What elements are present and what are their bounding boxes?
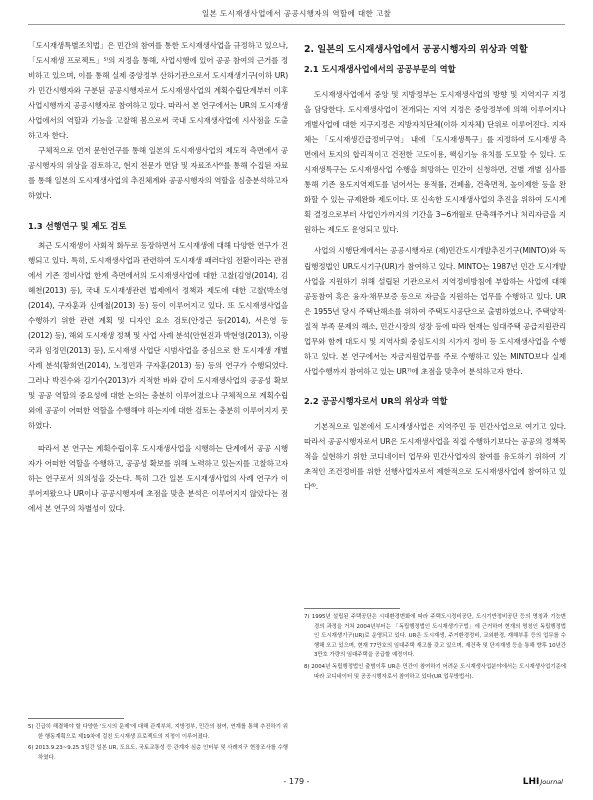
left-column <box>28 38 288 516</box>
journal-logo <box>523 777 563 787</box>
footnote-8: 8) 2004년 독립행정법인 출범이후 UR은 민간이 참여하기 어려운 도시재생사업분야에서는 도시재생사업기준에 따라 코디네이터 및 공공시행자로서 참여하고 있다(UR 업무방법서). <box>304 663 566 680</box>
body-paragraph: 기본적으로 일본에서 도시재생사업은 지역주민 등 민간사업으로 여기고 있다. 따라서 공공시행자로서 UR은 도시재생사업을 직접 수행하기보다는 공공의 정책목적을 실현하기 위한 코디네이터 업무와 민간사업자의 참여를 유도하기 위하여 기초적인 조건정비를 위한 선행사업자로서 제한적으로 도시재생사업에 참여하고 있다⁸⁾. <box>304 421 566 492</box>
intro-paragraph: 「도시재생특별조치법」은 민간의 참여를 통한 도시재생사업을 규정하고 있으나, 「도시재생 프로젝트」⁵⁾의 지정을 통해, 사업시행에 있어 공공 참여의 근거를 정비하고 있으며, 이를 통해 실제 중앙정부 산하기관으로서 도시재생기구(이하 UR)가 민간시행자와 구분된 공공시행자로서 도시재생사업의 계획수립단계부터 이후 사업시행까지 공공시행자로 참여하고 있다. 따라서 본 연구에서는 UR의 도시재생사업에서의 역할과 기능을 고찰해 봄으로써 국내 도시재생사업에 시사점을 도출하고자 한다. <box>28 41 288 141</box>
footnote-7: 7) 1995년 설립된 주택공단은 시대환경변화에 따라 주택도시정비공단, 도시기반정비공단 등의 명칭과 기능변경의 과정을 거쳐 2004년부터는 「독립행정법인 도시재생기구법」에 근거하여 현재의 명칭인 독립행정법인 도시재생기구(UR)로 운영되고 있다. UR은 도시재생, 주거환경정비, 교외환경, 재해부흥 등의 업무를 수행해 오고 있으며, 현재 77만호의 임대주택 재고를 갖고 있으며, 재건축 및 단지재생 등을 통해 향후 10년간 3만호 가량의 임대주택을 공급할 예정이다. <box>304 614 566 659</box>
running-head: 일본 도시재생사업에서 공공시행자의 역할에 대한 고찰 <box>201 9 392 18</box>
brand-main: LHI <box>522 777 540 787</box>
header-rule <box>28 24 565 25</box>
section-heading-1-3: 1.3 선행연구 및 제도 검토 <box>28 220 127 231</box>
body-paragraph: 따라서 본 연구는 계획수립이후 도시재생사업을 시행하는 단계에서 공공 시행자가 어떠한 역할을 수행하고, 공공성 확보를 위해 노력하고 있는지를 고찰하고자 하는 연구로서 의의성을 갖는다. 특히 그간 일본 도시재생사업의 사례 연구가 이루어져왔으나 UR이나 공공시행자에 초점을 맞춘 분석은 이루어지지 않았다는 점에서 본 연구의 차별성이 있다. <box>28 444 288 514</box>
left-footnotes <box>28 718 288 765</box>
spacer <box>28 433 288 441</box>
subsection-heading-2-1: 2.1 도시재생사업에서의 공공부문의 역할 <box>304 64 456 74</box>
right-column <box>304 38 566 494</box>
right-footnotes <box>304 608 566 684</box>
subsection-heading-2-2: 2.2 공공시행자로서 UR의 위상과 역할 <box>304 395 448 406</box>
body-paragraph: 최근 도시재생이 사회적 화두로 등장하면서 도시재생에 대해 다양한 연구가 진행되고 있다. 특히, 도시재생사업과 관련하여 도시재생 패러다임 전환이라는 관점에서 기존 정비사업 한계 측면에서의 도시재생사업에 대한 고찰(김영(2014), 김혜천(2013) 등), 국내 도시재생관련 법제에서 정책과 제도에 대한 고찰(박소영(2014), 구자훈과 신예철(2013) 등) 등이 이루어지고 있다. 또 도시재생사업을 수행하기 위한 관련 계획 및 디자인 요소 검토(안정근 등(2014), 서은영 등(2012) 등), 해외 도시재생 정책 및 사업 사례 분석(안현진과 박현영(2013), 이광국과 임정민(2013) 등), 도시재생 사업단 시범사업을 중심으로 한 도시재생 개별 사례 분석(황희연(2014), 노정민과 구자훈(2013) 등) 등의 연구가 수행되었다. 그러나 박진수와 김기수(2013)가 지적한 바와 같이 도시재생사업의 공공성 확보 및 공공 역할의 중요성에 대한 논의는 충분히 이루어졌으나 구체적으로 계획수립 외에 공공이 어떠한 역할을 수행해야 하는지에 대한 검토는 충분히 이루어지지 못하였다. <box>28 240 288 431</box>
body-paragraph: 도시재생사업에서 중앙 및 지방정부는 도시재생사업의 방향 및 지역지구 지정을 담당한다. 도시재생사업이 전개되는 지역 지정은 중앙정부에 의해 이루어지나 개별사업에 대한 지구지정은 지방자치단체(이하 지자체) 단위로 이루어진다. 지자체는 「도시재생긴급정비구역」 내에 「도시재생특구」를 지정하여 도시재생 측면에서 토지의 합리적이고 건전한 고도이용, 핵심기능 유치를 도모할 수 있다. 도시재생특구는 도시재생사업 수행을 희망하는 민간이 신청하면, 건별 개별 심사를 통해 기존 용도지역제도를 넘어서는 용적률, 건폐율, 건축면적, 높이제한 등을 완화할 수 있는 규제완화 제도이다. 또 신속한 도시재생사업의 추진을 위하여 도시계획 결정으로부터 사업인가까지의 기간을 3~6개월로 단축해주거나 처리자금을 지원하는 제도도 운영되고 있다. <box>304 90 566 235</box>
spacer <box>28 204 288 219</box>
footnote-5: 5) 긴급히 해결해야 할 다양한 '도시의 문제'에 대해 관계부처, 지방정부, 민간의 참여, 연계를 통해 추진하기 위한 행동계획으로 제19차에 걸친 도시재생 프로젝트의 지정이 이루어졌다. <box>28 724 288 740</box>
section-heading-2: 2. 일본의 도시재생사업에서 공공시행자의 위상과 역할 <box>304 44 528 55</box>
intro-paragraph: 구체적으로 먼저 문헌연구를 통해 일본의 도시재생사업의 제도적 측면에서 공공시행자의 위상을 검토하고, 현지 전문가 면담 및 자료조사⁶⁾를 통해 수집된 자료를 통해 일본의 도시재생사업의 추진체계와 공공시행자의 역할을 심층분석하고자 하였다. <box>28 146 288 201</box>
footnote-rule <box>28 718 124 719</box>
body-paragraph: 사업의 시행단계에서는 공공시행자로 (재)민간도시개발추진기구(MINTO)와 독립행정법인 UR도시기구(UR)가 참여하고 있다. MINTO는 1987년 민간 도시개발사업을 지원하기 위해 설립된 기관으로서 지역정비방침에 부합하는 사업에 대해 공동참여 혹은 융자·채무보증 등으로 자금을 지원하는 업무를 수행하고 있다. UR은 1955년 당시 주택난해소를 위하여 주택도시공단으로 출범하였으나, 주택양적·질적 부족 문제의 해소, 민간시장의 성장 등에 따라 현재는 임대주택 공급지원관리업무와 함께 대도시 및 지역사회 중심도시의 시가지 정비 등 도시재생사업을 수행하고 있다. 본 연구에서는 자금지원업무를 주로 수행하고 있는 MINTO보다 실제 사업수행까지 참여하고 있는 UR⁷⁾에 초점을 맞추어 분석하고자 한다. <box>304 246 566 376</box>
footnote-rule <box>304 608 400 609</box>
brand-sub: Journal <box>540 778 563 786</box>
spacer <box>304 379 566 394</box>
footnote-6: 6) 2013.9.23~9.25 3일간 일본 UR, 도요도, 국토교통성 등 관계자 심층 인터뷰 및 사례지구 현장조사를 수행하였다. <box>28 745 288 761</box>
page-number: - 179 - <box>283 777 310 786</box>
